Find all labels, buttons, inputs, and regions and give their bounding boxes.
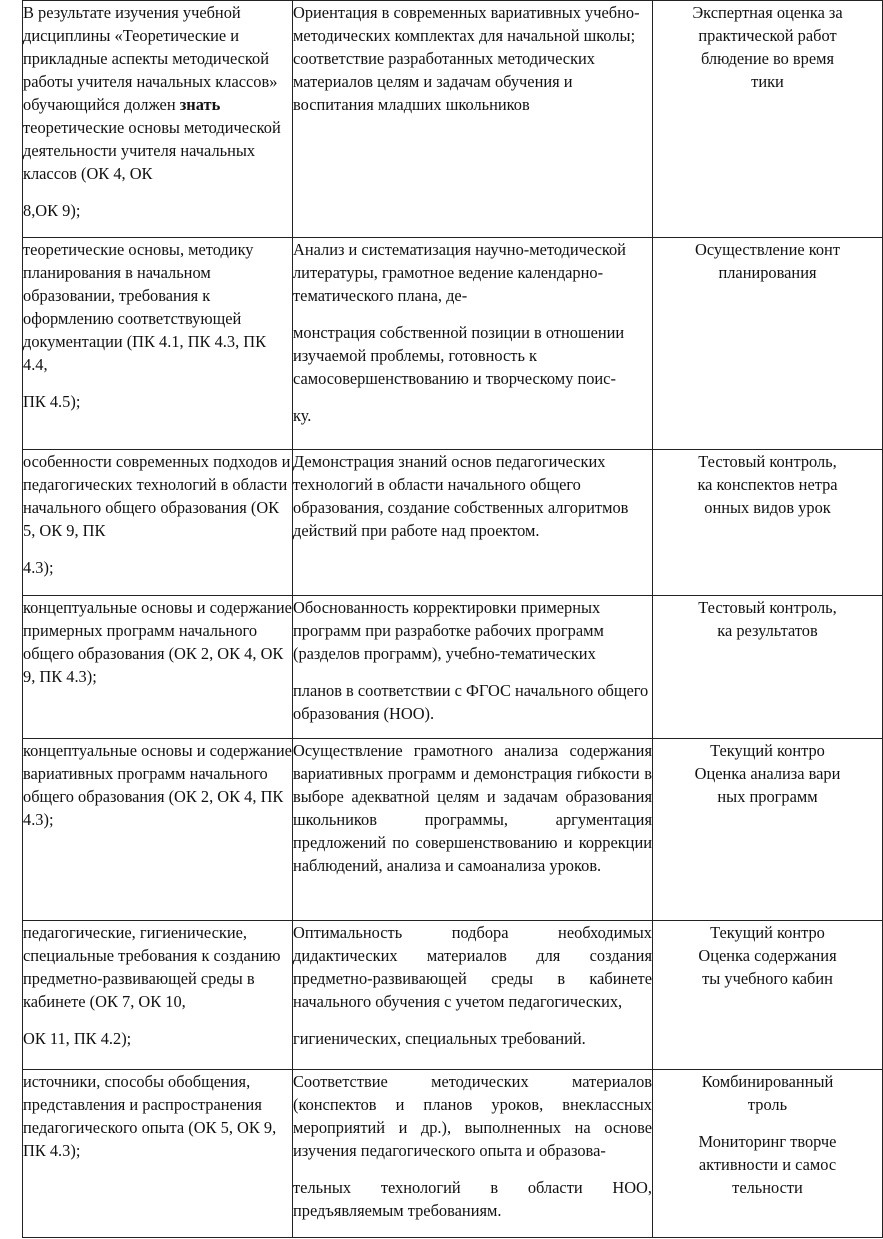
cell-line: тельности: [732, 1178, 803, 1197]
table-row: [23, 238, 883, 450]
cell-text: монстрация собственной позиции в отношении изучаемой проблемы, готовность к самосовершенствованию и творческому поис-: [293, 323, 625, 388]
cell-text: гигиенических, специальных требований.: [293, 1029, 586, 1048]
cell-text: концептуальные основы и содержание примерных программ начального общего образования (ОК 2, ОК 4, ОК 9, ПК 4.3);: [23, 598, 292, 686]
cell-line: Тестовый контроль,: [698, 598, 837, 617]
cell-text: ку.: [293, 406, 312, 425]
assessment-cell: [653, 921, 883, 1070]
criteria-cell: [293, 739, 653, 921]
cell-line: онных видов урок: [704, 498, 831, 517]
cell-text: педагогические, гигиенические, специальные требования к созданию предметно-развивающей среды в кабинете (ОК 7, ОК 10,: [23, 923, 281, 1011]
cell-text: теоретические основы методической деятельности учителя начальных классов (ОК 4, ОК: [23, 118, 281, 183]
assessment-cell: [653, 596, 883, 739]
knowledge-cell: [23, 1070, 293, 1238]
cell-text: Оптимальность подбора необходимых дидактических материалов для создания предметно-развивающей среды в кабинете начального обучения с учетом педагогических,: [293, 923, 652, 1011]
cell-text: Анализ и систематизация научно-методической литературы, грамотное ведение календарно-тематического плана, де-: [293, 240, 626, 305]
criteria-cell: [293, 450, 653, 596]
knowledge-cell: [23, 1, 293, 238]
cell-text: планов в соответствии с ФГОС начального общего образования (НОО).: [293, 681, 649, 723]
table-row: [23, 1070, 883, 1238]
table-row: [23, 596, 883, 739]
cell-line: троль: [747, 1095, 788, 1114]
cell-line: Экспертная оценка за: [692, 3, 843, 22]
knowledge-cell: [23, 596, 293, 739]
criteria-cell: [293, 596, 653, 739]
cell-text: Обоснованность корректировки примерных программ при разработке рабочих программ (разделов программ), учебно-тематических: [293, 598, 604, 663]
cell-text: тельных технологий в области НОО, предъявляемым требованиям.: [293, 1178, 652, 1220]
cell-line: Оценка содержания: [698, 946, 837, 965]
cell-line: Мониторинг творче: [698, 1132, 837, 1151]
cell-line: блюдение во время: [700, 49, 835, 68]
cell-line: ка результатов: [717, 621, 818, 640]
cell-text-tail: ПК 4.5);: [23, 392, 81, 411]
cell-text: источники, способы обобщения, представления и распространения педагогического опыта (ОК 5, ОК 9, ПК 4.3);: [23, 1072, 277, 1160]
knowledge-cell: [23, 238, 293, 450]
cell-text: В результате изучения учебной дисциплины «Теоретические и прикладные аспекты методической работы учителя начальных классов» обучающийся должен: [23, 3, 278, 114]
cell-line: Осуществление конт: [695, 240, 840, 259]
cell-line: практической работ: [698, 26, 837, 45]
cell-line: Тестовый контроль,: [698, 452, 837, 471]
cell-line: Комбинированный: [701, 1072, 834, 1091]
cell-text-tail: ОК 11, ПК 4.2);: [23, 1029, 132, 1048]
assessment-cell: [653, 739, 883, 921]
cell-line: планирования: [718, 263, 817, 282]
assessment-cell: [653, 238, 883, 450]
criteria-cell: [293, 1070, 653, 1238]
cell-line: Текущий контро: [710, 741, 825, 760]
cell-text: Ориентация в современных вариативных учебно-методических комплектах для начальной школы; соответствие разработанных методических материалов целям и задачам обучения и воспитания младших школьников: [293, 3, 640, 114]
cell-line: активности и самос: [698, 1155, 837, 1174]
criteria-cell: [293, 238, 653, 450]
cell-text: Осуществление грамотного анализа содержания вариативных программ и демонстрация гибкости в выборе адекватной целям и задачам образования школьников программы, аргументация предложений по совершенствованию и коррекции наблюдений, анализа и самоанализа уроков.: [293, 741, 652, 875]
assessment-cell: [653, 450, 883, 596]
table-row: [23, 739, 883, 921]
cell-line: Текущий контро: [710, 923, 825, 942]
cell-text: Демонстрация знаний основ педагогических технологий в области начального общего образования, создание собственных алгоритмов действий при работе над проектом.: [293, 452, 629, 540]
table-row: [23, 1, 883, 238]
knowledge-cell: [23, 739, 293, 921]
assessment-cell: [653, 1, 883, 238]
cell-line: Оценка анализа вари: [694, 764, 841, 783]
criteria-cell: [293, 1, 653, 238]
bold-keyword: знать: [179, 95, 221, 114]
assessment-table: [22, 0, 883, 1238]
knowledge-cell: [23, 450, 293, 596]
cell-text-tail: 8,ОК 9);: [23, 201, 81, 220]
knowledge-cell: [23, 921, 293, 1070]
cell-text: Соответствие методических материалов (конспектов и планов уроков, внеклассных мероприятий и др.), выполненных на основе изучения педагогического опыта и образова-: [293, 1072, 652, 1160]
table-row: [23, 450, 883, 596]
cell-line: ты учебного кабин: [702, 969, 833, 988]
cell-text: концептуальные основы и содержание вариативных программ начального общего образования (ОК 2, ОК 4, ПК 4.3);: [23, 741, 292, 829]
cell-text: особенности современных подходов и педагогических технологий в области начального общего образования (ОК 5, ОК 9, ПК: [23, 452, 291, 540]
table-row: [23, 921, 883, 1070]
cell-text: теоретические основы, методику планирования в начальном образовании, требования к оформлению соответствующей документации (ПК 4.1, ПК 4.3, ПК 4.4,: [23, 240, 267, 374]
cell-line: ных программ: [717, 787, 818, 806]
assessment-cell: [653, 1070, 883, 1238]
criteria-cell: [293, 921, 653, 1070]
cell-line: тики: [751, 72, 784, 91]
cell-line: ка конспектов нетра: [697, 475, 838, 494]
cell-text-tail: 4.3);: [23, 558, 54, 577]
